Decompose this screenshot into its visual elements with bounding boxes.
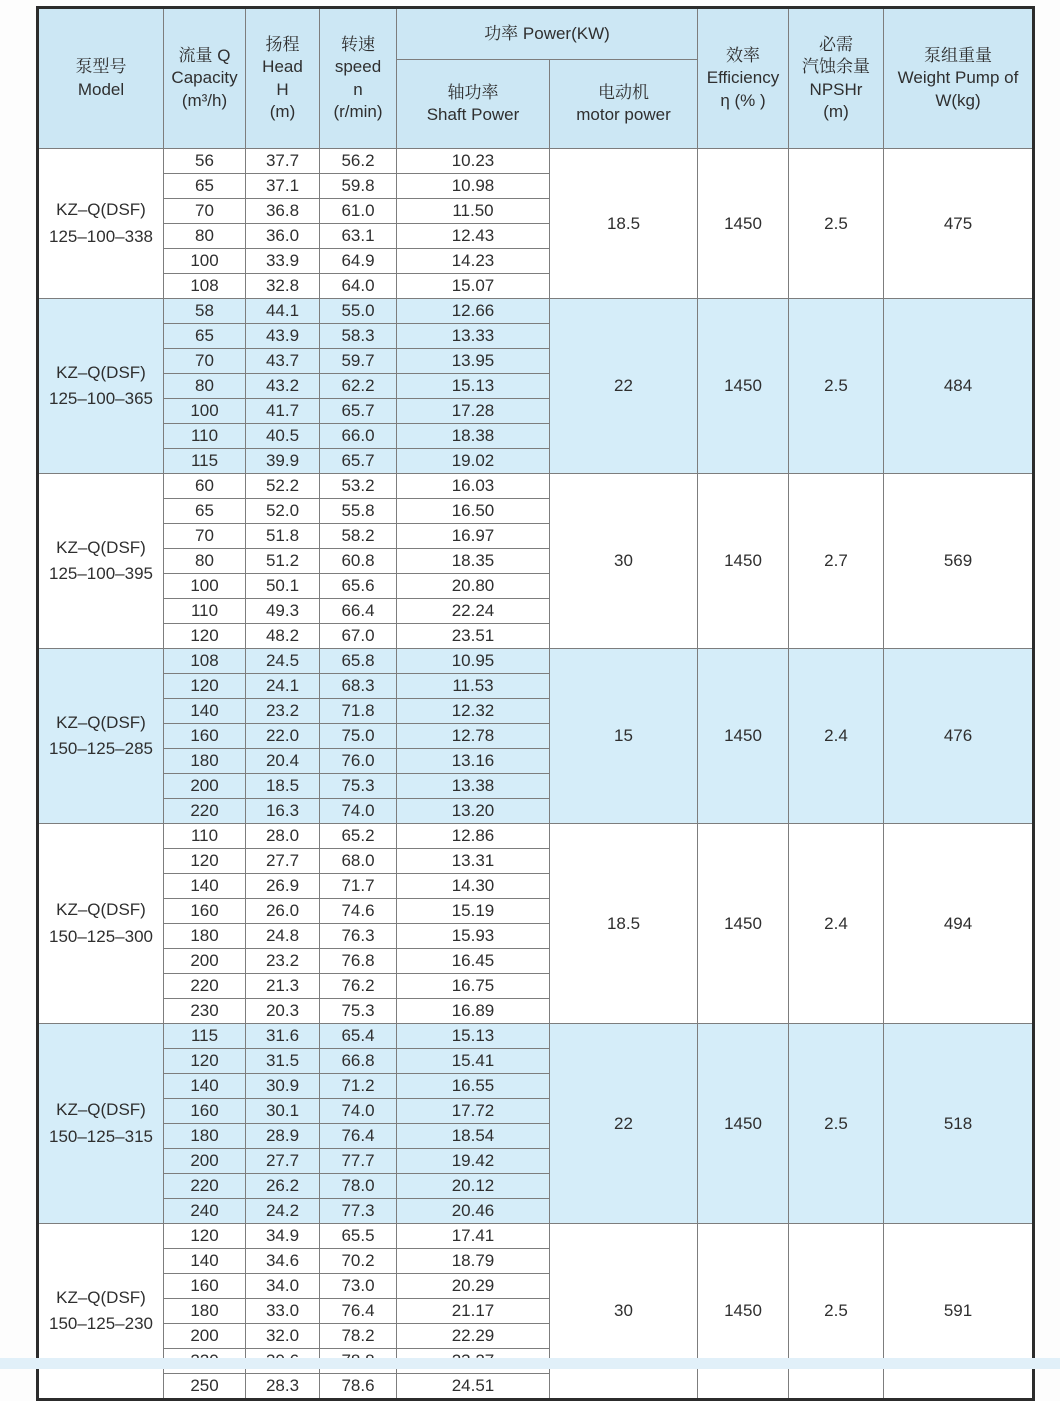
efficiency-cell: 1450 [698,649,789,824]
shaft-power-cell: 15.41 [397,1049,550,1074]
speed-cell: 61.0 [320,199,397,224]
npshr-cell: 2.4 [789,824,884,1024]
head-cell: 31.6 [246,1024,320,1049]
head-cell: 22.0 [246,724,320,749]
shaft-power-cell: 13.31 [397,849,550,874]
capacity-cell: 120 [164,1224,246,1249]
head-cell: 43.9 [246,324,320,349]
capacity-cell: 120 [164,624,246,649]
head-cell: 24.8 [246,924,320,949]
weight-cell: 484 [884,299,1034,474]
speed-cell: 56.2 [320,149,397,174]
shaft-power-cell: 17.72 [397,1099,550,1124]
header-npshr-zh1: 必需 [819,34,853,54]
head-cell: 24.5 [246,649,320,674]
capacity-cell: 230 [164,999,246,1024]
head-cell: 21.3 [246,974,320,999]
model-cell [38,149,164,299]
model-line-1: KZ–Q(DSF) [56,712,146,732]
model-line-2: 125–100–338 [48,226,153,246]
header-weight-zh: 泵组重量 [924,45,992,65]
motor-power-cell: 18.5 [550,824,698,1024]
capacity-cell: 56 [164,149,246,174]
capacity-cell: 100 [164,399,246,424]
capacity-cell: 65 [164,174,246,199]
shaft-power-cell: 10.95 [397,649,550,674]
model-line-1: KZ–Q(DSF) [56,900,146,920]
header-efficiency [698,8,789,149]
speed-cell: 60.8 [320,549,397,574]
capacity-cell: 58 [164,299,246,324]
shaft-power-cell: 19.02 [397,449,550,474]
header-capacity-en: Capacity [171,68,238,88]
capacity-cell: 160 [164,724,246,749]
motor-power-cell: 15 [550,649,698,824]
speed-cell: 70.2 [320,1249,397,1274]
shaft-power-cell: 16.03 [397,474,550,499]
capacity-cell: 70 [164,524,246,549]
speed-cell: 76.2 [320,974,397,999]
head-cell: 23.2 [246,949,320,974]
table-row [38,149,1034,174]
speed-cell: 64.0 [320,274,397,299]
head-cell: 33.9 [246,249,320,274]
header-capacity [164,8,246,149]
shaft-power-cell: 20.46 [397,1199,550,1224]
capacity-cell: 140 [164,699,246,724]
model-line-1: KZ–Q(DSF) [56,1100,146,1120]
efficiency-cell: 1450 [698,1224,789,1400]
head-cell: 28.9 [246,1124,320,1149]
head-cell: 51.8 [246,524,320,549]
shaft-power-cell: 13.16 [397,749,550,774]
capacity-cell: 60 [164,474,246,499]
capacity-cell: 220 [164,799,246,824]
header-head-sym: H [276,79,289,99]
header-efficiency-en: Efficiency [706,68,780,88]
speed-cell: 78.6 [320,1374,397,1400]
head-cell: 50.1 [246,574,320,599]
table-row [38,649,1034,674]
npshr-cell: 2.4 [789,649,884,824]
capacity-cell: 180 [164,1124,246,1149]
speed-cell: 76.0 [320,749,397,774]
capacity-cell: 200 [164,1324,246,1349]
shaft-power-cell: 10.23 [397,149,550,174]
head-cell: 43.7 [246,349,320,374]
capacity-cell: 250 [164,1374,246,1400]
capacity-cell: 70 [164,349,246,374]
model-line-1: KZ–Q(DSF) [56,537,146,557]
head-cell: 18.5 [246,774,320,799]
capacity-cell: 80 [164,549,246,574]
capacity-cell: 108 [164,274,246,299]
header-npshr-zh2: 汽蚀余量 [802,57,870,77]
model-line-1: KZ–Q(DSF) [56,1287,146,1307]
capacity-cell: 115 [164,1024,246,1049]
speed-cell: 65.4 [320,1024,397,1049]
capacity-cell: 180 [164,749,246,774]
head-cell: 30.9 [246,1074,320,1099]
capacity-cell: 180 [164,1299,246,1324]
npshr-cell: 2.5 [789,1024,884,1224]
table-row [38,1224,1034,1249]
capacity-cell: 180 [164,924,246,949]
header-capacity-zh: 流量 Q [178,45,231,65]
capacity-cell: 140 [164,1249,246,1274]
speed-cell: 65.5 [320,1224,397,1249]
shaft-power-cell: 23.51 [397,624,550,649]
motor-power-cell: 30 [550,1224,698,1400]
speed-cell: 66.8 [320,1049,397,1074]
speed-cell: 63.1 [320,224,397,249]
speed-cell: 65.7 [320,399,397,424]
weight-cell: 494 [884,824,1034,1024]
header-speed-zh: 转速 [341,34,375,54]
capacity-cell: 80 [164,374,246,399]
head-cell: 36.8 [246,199,320,224]
model-line-2: 125–100–365 [48,389,153,408]
header-model-en: Model [77,79,125,99]
speed-cell: 74.0 [320,1099,397,1124]
speed-cell: 75.3 [320,774,397,799]
header-speed-en: speed [334,57,382,77]
speed-cell: 66.4 [320,599,397,624]
header-power: 功率 Power(KW) [397,8,698,60]
shaft-power-cell: 20.12 [397,1174,550,1199]
header-weight [884,8,1034,149]
model-line-1: KZ–Q(DSF) [56,362,146,382]
speed-cell: 76.8 [320,949,397,974]
npshr-cell: 2.5 [789,149,884,299]
head-cell: 26.2 [246,1174,320,1199]
header-speed-unit: (r/min) [333,101,383,121]
capacity-cell: 120 [164,674,246,699]
model-line-2: 150–125–285 [48,739,153,758]
head-cell: 51.2 [246,549,320,574]
header-head-unit: (m) [269,101,296,121]
shaft-power-cell: 14.23 [397,249,550,274]
weight-cell: 591 [884,1224,1034,1400]
header-model [38,8,164,149]
speed-cell: 65.6 [320,574,397,599]
head-cell: 34.9 [246,1224,320,1249]
speed-cell: 58.3 [320,324,397,349]
head-cell: 31.5 [246,1049,320,1074]
speed-cell: 74.6 [320,899,397,924]
shaft-power-cell: 18.38 [397,424,550,449]
head-cell: 41.7 [246,399,320,424]
shaft-power-cell: 13.20 [397,799,550,824]
model-line-2: 150–125–230 [48,1314,153,1333]
speed-cell: 55.0 [320,299,397,324]
table-row [38,824,1034,849]
head-cell: 34.6 [246,1249,320,1274]
head-cell: 20.3 [246,999,320,1024]
capacity-cell: 220 [164,974,246,999]
table-row [38,474,1034,499]
speed-cell: 66.0 [320,424,397,449]
speed-cell: 65.8 [320,649,397,674]
header-capacity-unit: (m³/h) [181,90,228,110]
motor-power-cell: 18.5 [550,149,698,299]
npshr-cell: 2.7 [789,474,884,649]
capacity-cell: 80 [164,224,246,249]
head-cell: 49.3 [246,599,320,624]
capacity-cell: 110 [164,424,246,449]
speed-cell: 77.7 [320,1149,397,1174]
head-cell: 26.9 [246,874,320,899]
speed-cell: 74.0 [320,799,397,824]
speed-cell: 75.0 [320,724,397,749]
model-cell [38,649,164,824]
head-cell: 37.7 [246,149,320,174]
shaft-power-cell: 18.54 [397,1124,550,1149]
shaft-power-cell: 13.95 [397,349,550,374]
speed-cell: 55.8 [320,499,397,524]
speed-cell: 65.7 [320,449,397,474]
model-line-1: KZ–Q(DSF) [56,200,146,220]
head-cell: 39.9 [246,449,320,474]
shaft-power-cell: 16.75 [397,974,550,999]
model-cell [38,1024,164,1224]
shaft-power-cell: 12.78 [397,724,550,749]
header-head-en: Head [262,57,303,77]
bottom-strip [0,1358,1060,1369]
model-cell [38,824,164,1024]
shaft-power-cell: 16.97 [397,524,550,549]
efficiency-cell: 1450 [698,299,789,474]
capacity-cell: 240 [164,1199,246,1224]
head-cell: 28.0 [246,824,320,849]
weight-cell: 518 [884,1024,1034,1224]
shaft-power-cell: 12.86 [397,824,550,849]
speed-cell: 53.2 [320,474,397,499]
capacity-cell: 140 [164,1074,246,1099]
head-cell: 24.1 [246,674,320,699]
shaft-power-cell: 22.24 [397,599,550,624]
speed-cell: 71.7 [320,874,397,899]
speed-cell: 73.0 [320,1274,397,1299]
shaft-power-cell: 15.13 [397,1024,550,1049]
weight-cell: 569 [884,474,1034,649]
shaft-power-cell: 16.50 [397,499,550,524]
capacity-cell: 160 [164,1099,246,1124]
capacity-cell: 200 [164,949,246,974]
table-header [38,8,1034,149]
model-line-2: 150–125–300 [48,926,153,946]
shaft-power-cell: 12.66 [397,299,550,324]
capacity-cell: 70 [164,199,246,224]
speed-cell: 78.2 [320,1324,397,1349]
header-weight-en: Weight Pump of [897,68,1019,88]
efficiency-cell: 1450 [698,824,789,1024]
shaft-power-cell: 15.13 [397,374,550,399]
capacity-cell: 110 [164,824,246,849]
head-cell: 23.2 [246,699,320,724]
head-cell: 52.2 [246,474,320,499]
shaft-power-cell: 20.80 [397,574,550,599]
speed-cell: 71.8 [320,699,397,724]
shaft-power-cell: 15.07 [397,274,550,299]
capacity-cell: 115 [164,449,246,474]
capacity-cell: 65 [164,499,246,524]
motor-power-cell: 22 [550,1024,698,1224]
speed-cell: 58.2 [320,524,397,549]
header-efficiency-sym: η (% ) [720,90,766,110]
head-cell: 28.3 [246,1374,320,1400]
head-cell: 37.1 [246,174,320,199]
capacity-cell: 160 [164,1274,246,1299]
model-cell [38,1224,164,1400]
head-cell: 27.7 [246,1149,320,1174]
header-speed [320,8,397,149]
shaft-power-cell: 17.41 [397,1224,550,1249]
capacity-cell: 110 [164,599,246,624]
head-cell: 33.0 [246,1299,320,1324]
shaft-power-cell: 16.45 [397,949,550,974]
model-cell [38,474,164,649]
speed-cell: 76.4 [320,1124,397,1149]
head-cell: 34.0 [246,1274,320,1299]
table-row [38,1024,1034,1049]
shaft-power-cell: 15.93 [397,924,550,949]
head-cell: 48.2 [246,624,320,649]
head-cell: 20.4 [246,749,320,774]
model-line-2: 150–125–315 [48,1126,153,1146]
head-cell: 40.5 [246,424,320,449]
head-cell: 36.0 [246,224,320,249]
shaft-power-cell: 16.55 [397,1074,550,1099]
head-cell: 52.0 [246,499,320,524]
shaft-power-cell: 17.28 [397,399,550,424]
shaft-power-cell: 11.53 [397,674,550,699]
shaft-power-cell: 12.32 [397,699,550,724]
head-cell: 27.7 [246,849,320,874]
speed-cell: 71.2 [320,1074,397,1099]
head-cell: 30.1 [246,1099,320,1124]
header-npshr-unit: (m) [823,101,849,121]
shaft-power-cell: 18.79 [397,1249,550,1274]
shaft-power-cell: 20.29 [397,1274,550,1299]
head-cell: 32.0 [246,1324,320,1349]
speed-cell: 64.9 [320,249,397,274]
shaft-power-cell: 19.42 [397,1149,550,1174]
speed-cell: 68.3 [320,674,397,699]
shaft-power-cell: 13.38 [397,774,550,799]
weight-cell: 475 [884,149,1034,299]
shaft-power-cell: 10.98 [397,174,550,199]
header-motor-power [550,60,698,149]
weight-cell: 476 [884,649,1034,824]
capacity-cell: 108 [164,649,246,674]
motor-power-cell: 30 [550,474,698,649]
capacity-cell: 160 [164,899,246,924]
speed-cell: 68.0 [320,849,397,874]
head-cell: 26.0 [246,899,320,924]
speed-cell: 75.3 [320,999,397,1024]
head-cell: 44.1 [246,299,320,324]
shaft-power-cell: 22.29 [397,1324,550,1349]
header-speed-sym: n [353,79,363,99]
header-shaft-power [397,60,550,149]
header-shaft-power-en: Shaft Power [426,105,520,124]
speed-cell: 77.3 [320,1199,397,1224]
capacity-cell: 120 [164,1049,246,1074]
speed-cell: 76.4 [320,1299,397,1324]
efficiency-cell: 1450 [698,474,789,649]
head-cell: 16.3 [246,799,320,824]
capacity-cell: 140 [164,874,246,899]
capacity-cell: 120 [164,849,246,874]
model-cell [38,299,164,474]
table-row [38,299,1034,324]
head-cell: 43.2 [246,374,320,399]
shaft-power-cell: 24.51 [397,1374,550,1400]
capacity-cell: 65 [164,324,246,349]
capacity-cell: 100 [164,574,246,599]
npshr-cell: 2.5 [789,1224,884,1400]
shaft-power-cell: 12.43 [397,224,550,249]
efficiency-cell: 1450 [698,149,789,299]
speed-cell: 62.2 [320,374,397,399]
capacity-cell: 220 [164,1174,246,1199]
speed-cell: 76.3 [320,924,397,949]
header-npshr [789,8,884,149]
table-body [38,149,1034,1400]
shaft-power-cell: 11.50 [397,199,550,224]
speed-cell: 59.7 [320,349,397,374]
head-cell: 32.8 [246,274,320,299]
pump-spec-table [36,6,1035,1401]
shaft-power-cell: 15.19 [397,899,550,924]
capacity-cell: 200 [164,1149,246,1174]
speed-cell: 78.0 [320,1174,397,1199]
header-row-top [38,8,1034,60]
header-efficiency-zh: 效率 [726,45,760,65]
capacity-cell: 200 [164,774,246,799]
header-model-zh: 泵型号 [75,57,127,77]
head-cell: 24.2 [246,1199,320,1224]
capacity-cell: 100 [164,249,246,274]
efficiency-cell: 1450 [698,1024,789,1224]
header-head-zh: 扬程 [265,34,300,54]
shaft-power-cell: 16.89 [397,999,550,1024]
npshr-cell: 2.5 [789,299,884,474]
header-head [246,8,320,149]
header-motor-power-en: motor power [576,105,671,124]
motor-power-cell: 22 [550,299,698,474]
speed-cell: 65.2 [320,824,397,849]
model-line-2: 125–100–395 [48,564,153,583]
speed-cell: 67.0 [320,624,397,649]
shaft-power-cell: 21.17 [397,1299,550,1324]
header-shaft-power-zh: 轴功率 [447,82,499,102]
shaft-power-cell: 13.33 [397,324,550,349]
speed-cell: 59.8 [320,174,397,199]
header-motor-power-zh: 电动机 [598,82,649,102]
header-npshr-en: NPSHr [809,79,863,99]
shaft-power-cell: 14.30 [397,874,550,899]
header-weight-unit: W(kg) [935,90,981,110]
shaft-power-cell: 18.35 [397,549,550,574]
